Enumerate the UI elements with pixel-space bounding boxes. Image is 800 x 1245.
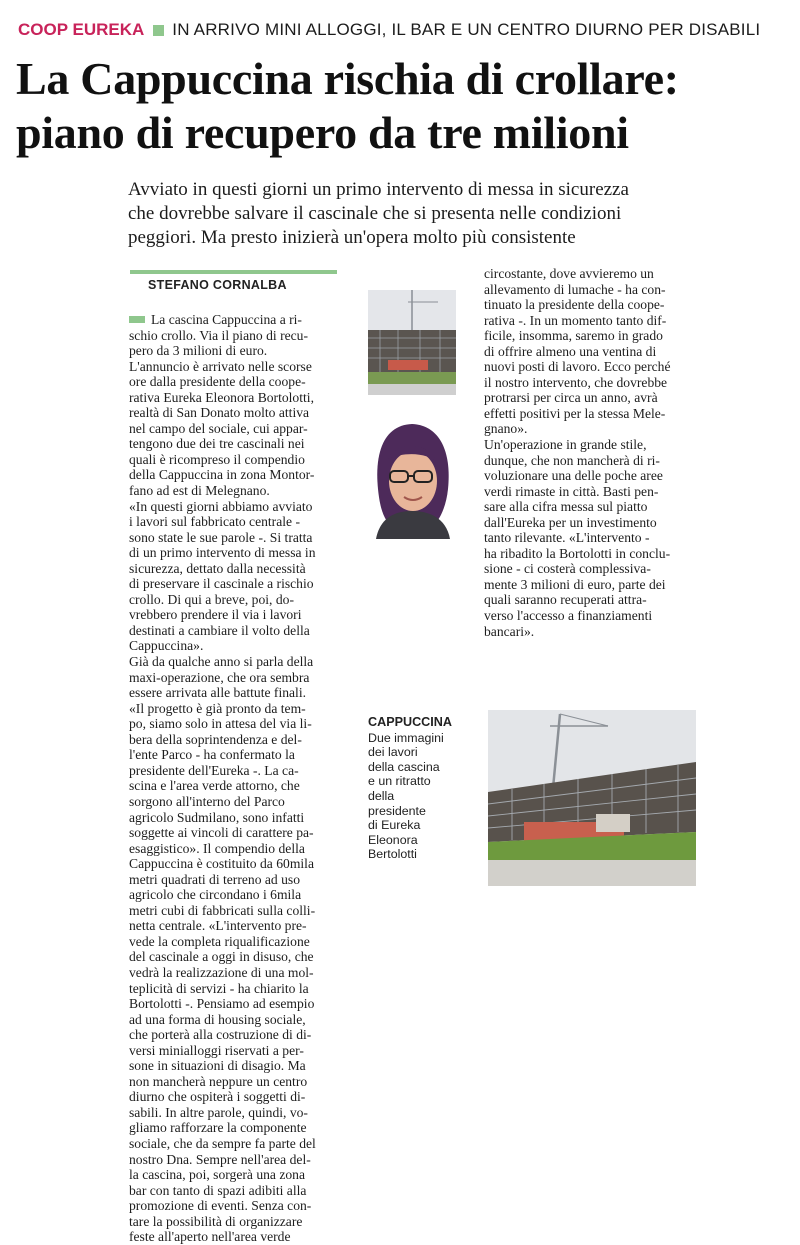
article-line: essere arrivata alle battute finali. [129, 685, 307, 701]
article-line: L'annuncio è arrivato nelle scorse [129, 358, 312, 374]
article-line: quali saranno recuperati attra- [484, 592, 647, 608]
article-line: teplicità di servizi - ha chiarito la [129, 980, 309, 996]
article-line: «Il progetto è già pronto da tem- [129, 700, 306, 716]
subheadline [128, 178, 688, 250]
building-illustration-large [488, 710, 696, 886]
article-line: rativa -. In un momento tanto dif- [484, 312, 667, 328]
article-line: verso l'accesso a finanziamenti [484, 608, 653, 624]
article-line: metri cubi di fabbricati sulla colli- [129, 902, 316, 918]
article-line: il nostro intervento, che dovrebbe [484, 374, 668, 390]
photo-caption [368, 715, 478, 862]
article-line: mente 3 milioni di euro, parte dei [484, 576, 666, 592]
article-line: schio crollo. Via il piano di recu- [129, 327, 309, 343]
article-line: fano ad est di Melegnano. [129, 483, 270, 499]
article-line: ad una forma di housing sociale, [129, 1011, 306, 1027]
subhead-line: peggiori. Ma presto inizierà un'opera molto più consistente [128, 227, 576, 248]
article-line: metri quadrati di terreno ad uso [129, 871, 300, 887]
headline-line: piano di recupero da tre milioni [16, 107, 629, 158]
article-line: gnano». [484, 421, 528, 437]
caption-line: presidente [368, 803, 426, 818]
caption-line: e un ritratto [368, 774, 431, 789]
article-line: sabili. In altre parole, quindi, vo- [129, 1104, 308, 1120]
article-line: «In questi giorni abbiamo avviato [129, 498, 313, 514]
article-line: maxi-operazione, che ora sembra [129, 669, 310, 685]
article-line: Cappuccina». [129, 638, 204, 654]
kicker-topic: IN ARRIVO MINI ALLOGGI, IL BAR E UN CENTRO DIURNO PER DISABILI [172, 20, 761, 39]
article-line: agricolo che circondano i 6mila [129, 887, 302, 903]
article-line: vedrà la realizzazione di una mol- [129, 964, 314, 980]
article-line: di un primo intervento di messa in [129, 545, 316, 561]
article-line: bar con tanto di spazi adibiti alla [129, 1182, 307, 1198]
article-line: presidente dell'Eureka -. La ca- [129, 762, 299, 778]
article-line: sociale, che da sempre fa parte del [129, 1135, 316, 1151]
headline-line: La Cappuccina rischia di crollare: [16, 53, 679, 104]
article-line: diurno che ospiterà i soggetti di- [129, 1089, 306, 1105]
article-line: protrarsi per circa un anno, avrà [484, 390, 658, 406]
article-line: Già da qualche anno si parla della [129, 654, 314, 670]
article-line: nostro Dna. Sempre nell'area del- [129, 1151, 311, 1167]
article-line: bera della soprintendenza e del- [129, 731, 302, 747]
article-line: tinuato la presidente della coope- [484, 297, 665, 313]
article-line: nel campo del sociale, cui appar- [129, 420, 308, 436]
article-line: i lavori sul fabbricato centrale - [129, 514, 300, 530]
article-line: tengono due dei tre cascinali nei [129, 436, 305, 452]
article-line: rativa Eureka Eleonora Bortolotti, [129, 389, 314, 405]
article-line: che porterà alla costruzione di di- [129, 1027, 312, 1043]
article-line: Cappuccina è costituito da 60mila [129, 856, 314, 872]
caption-title: CAPPUCCINA [368, 715, 452, 729]
article-line: sione - ci costerà complessiva- [484, 561, 651, 577]
article-line: gliamo rafforzare la componente [129, 1120, 307, 1136]
caption-line: Due immagini [368, 730, 444, 745]
article-line: sare alla cifra messa sul piatto [484, 499, 648, 515]
article-column-1 [129, 312, 365, 1245]
article-line: quali è ricompreso il compendio [129, 451, 305, 467]
article-line: nuovi posti di lavoro. Ecco perché [484, 359, 671, 375]
subhead-line: che dovrebbe salvare il cascinale che si presenta nelle condizioni [128, 203, 622, 224]
article-line: po, siamo solo in attesa del via li- [129, 716, 312, 732]
article-line: effetti positivi per la stessa Mele- [484, 405, 666, 421]
article-line: netta centrale. «L'intervento pre- [129, 918, 307, 934]
caption-line: dei lavori [368, 745, 418, 760]
article-line: circostante, dove avvieremo un [484, 266, 654, 281]
section-label: COOP EUREKA [18, 20, 145, 39]
headline [16, 52, 786, 160]
article-line: sone in situazioni di disagio. Ma [129, 1058, 306, 1074]
building-photo-small [368, 290, 456, 395]
byline: STEFANO CORNALBA [148, 278, 287, 292]
portrait-photo [366, 419, 458, 539]
article-line: bancari». [484, 623, 535, 639]
article-line: della Cappuccina in zona Montor- [129, 467, 315, 483]
caption-line: della cascina [368, 759, 440, 774]
article-line: dunque, che non mancherà di ri- [484, 452, 660, 468]
article-line: feste all'aperto nell'area verde [129, 1229, 291, 1245]
article-line: verdi rimaste in città. Basti pen- [484, 483, 659, 499]
article-line: la cascina, poi, sorgerà una zona [129, 1167, 306, 1183]
article-line: promozione di eventi. Senza con- [129, 1198, 312, 1214]
article-line: l'ente Parco - ha confermato la [129, 747, 295, 763]
building-photo-large [488, 710, 696, 886]
article-line: allevamento di lumache - ha con- [484, 281, 666, 297]
article-line [129, 312, 365, 328]
article-line: pero da 3 milioni di euro. [129, 343, 268, 359]
article-line: crollo. Di qui a breve, poi, do- [129, 591, 294, 607]
article-line: di offrire almeno una ventina di [484, 343, 657, 359]
article-line: ore dalla presidente della coope- [129, 374, 306, 390]
green-square-icon [153, 25, 164, 36]
article-line: soggette ai vincoli di carattere pa- [129, 825, 314, 841]
article-line: vrebbero prendere il via i lavori [129, 607, 302, 623]
article-line: versi minialloggi riservati a per- [129, 1042, 304, 1058]
article-line: esaggistico». Il compendio della [129, 840, 305, 856]
article-line: sicurezza, dettato dalla necessità [129, 560, 306, 576]
article-line: tare la possibilità di organizzare [129, 1213, 303, 1229]
article-line: voluzionare una delle poche aree [484, 468, 663, 484]
article-line: agricolo Sudmilano, sono infatti [129, 809, 305, 825]
article-line: ficile, insomma, saremo in grado [484, 328, 663, 344]
article-line: non mancherà neppure un centro [129, 1073, 308, 1089]
article-line: scina e l'area verde attorno, che [129, 778, 300, 794]
byline-divider [130, 270, 337, 274]
article-line: tanto rilevante. «L'intervento - [484, 530, 650, 546]
subhead-line: Avviato in questi giorni un primo intervento di messa in sicurezza [128, 179, 629, 200]
building-illustration-small [368, 290, 456, 395]
article-line: Un'operazione in grande stile, [484, 437, 647, 453]
kicker [18, 16, 788, 44]
caption-line: della [368, 788, 395, 803]
article-line: di preservare il cascinale a rischio [129, 576, 314, 592]
caption-line: Bertolotti [368, 847, 417, 862]
article-column-3 [484, 266, 699, 639]
portrait-illustration [366, 419, 458, 539]
article-line: realtà di San Donato molto attiva [129, 405, 310, 421]
lead-marker-icon [129, 316, 145, 323]
article-line: ha ribadito la Bortolotti in conclu- [484, 545, 671, 561]
article-line: destinati a cambiare il volto della [129, 622, 310, 638]
article-line: Bortolotti -. Pensiamo ad esempio [129, 996, 315, 1012]
article-line: vede la completa riqualificazione [129, 933, 310, 949]
article-line-text: La cascina Cappuccina a ri- [151, 312, 302, 327]
article-line: sono state le sue parole -. Si tratta [129, 529, 313, 545]
caption-line: di Eureka [368, 818, 421, 833]
article-line: dall'Eureka per un investimento [484, 514, 657, 530]
article-line: sorgono all'interno del Parco [129, 793, 285, 809]
caption-line: Eleonora [368, 832, 418, 847]
article-line: del cascinale a oggi in disuso, che [129, 949, 314, 965]
